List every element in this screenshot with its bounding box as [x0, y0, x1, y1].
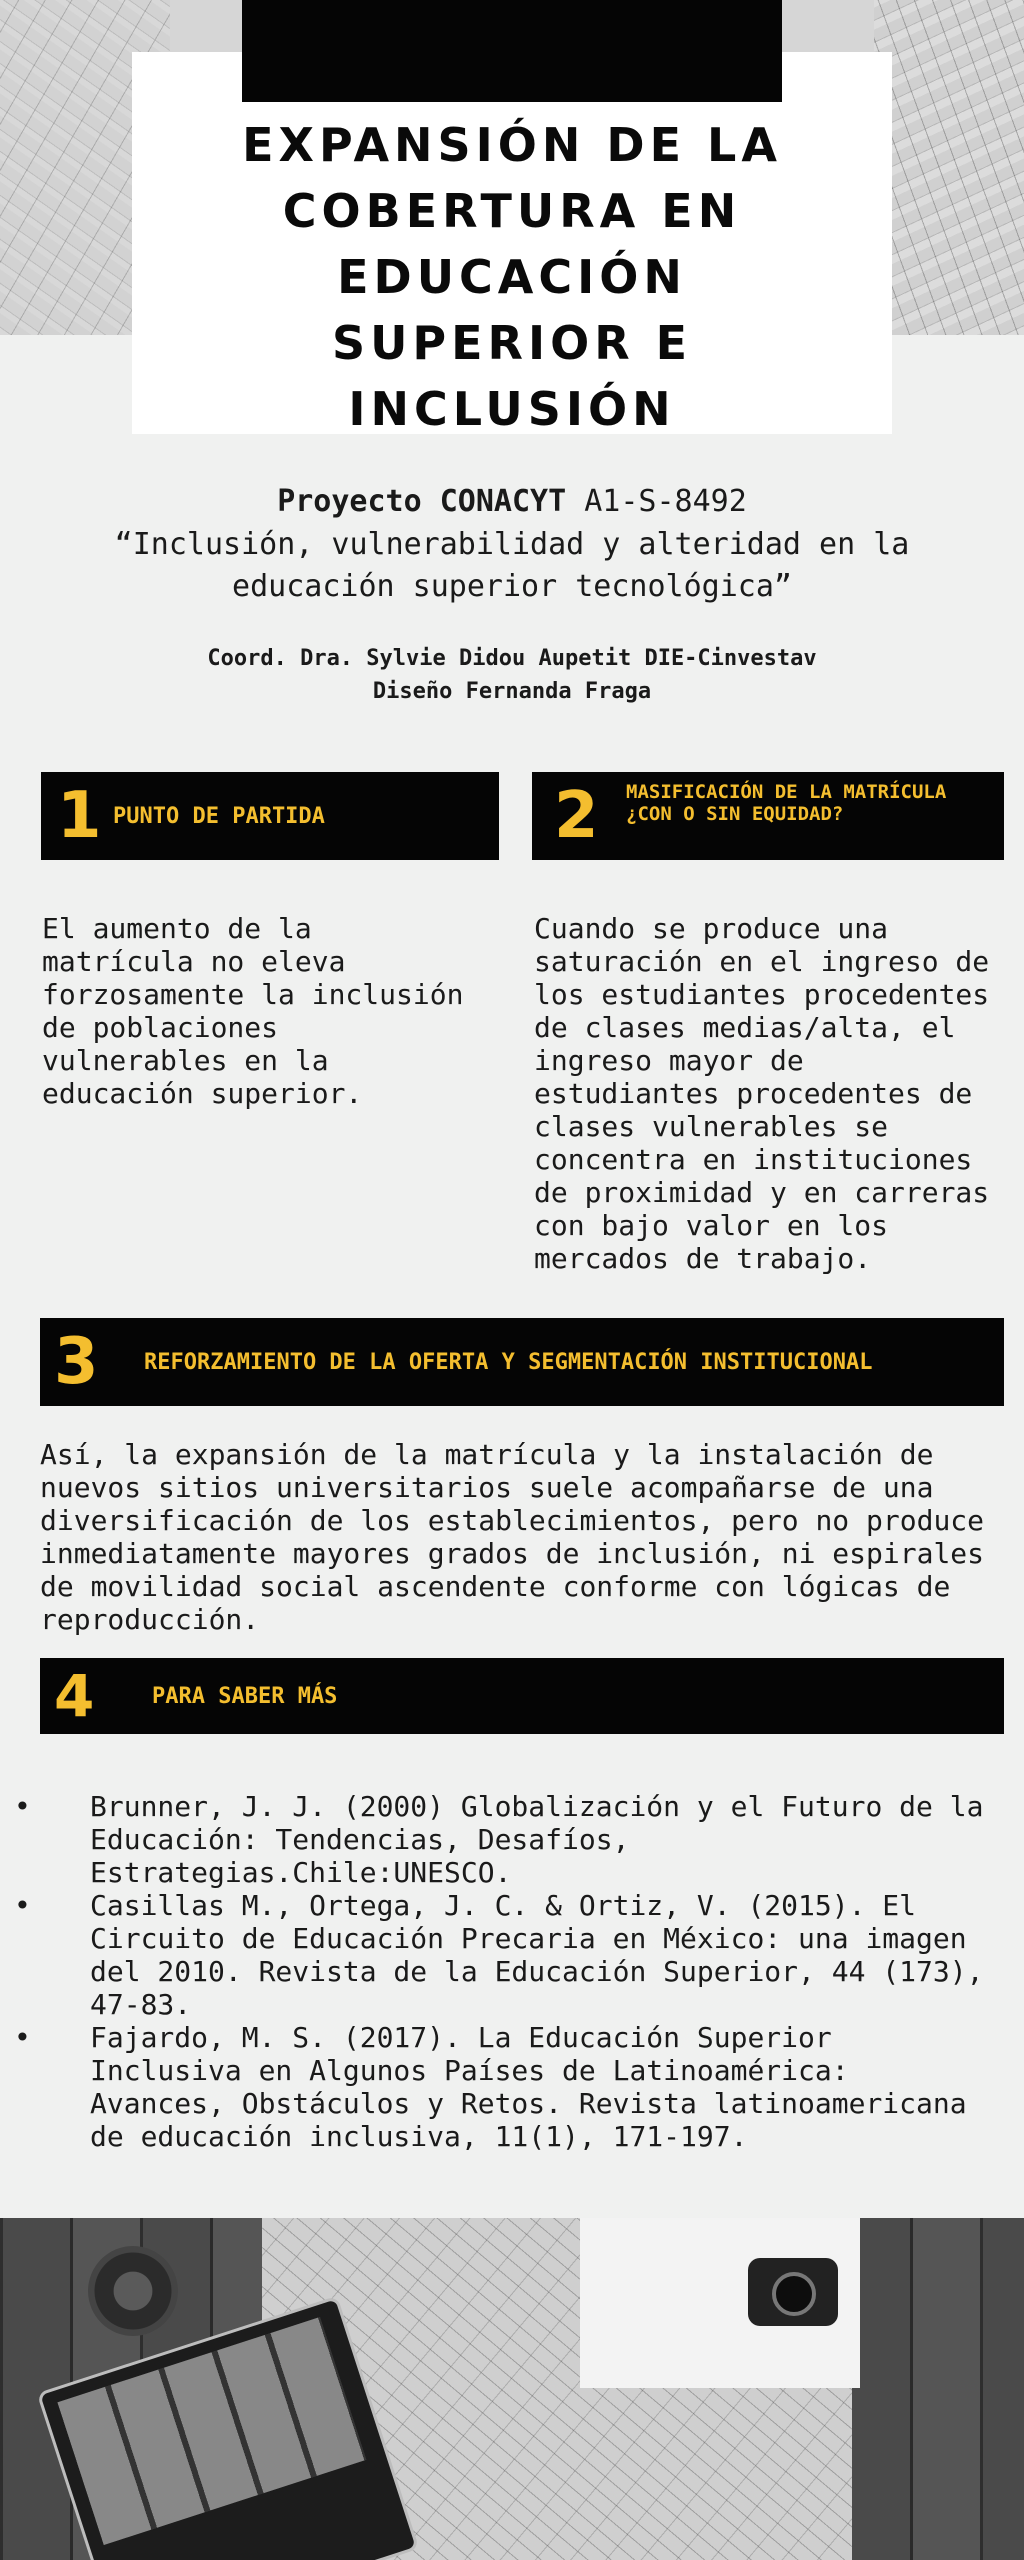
section-heading-line: ¿CON O SIN EQUIDAD? [626, 803, 844, 825]
bullet-icon: • [14, 1889, 31, 1922]
bullet-icon: • [14, 1790, 31, 1823]
map-right-photo [874, 0, 1024, 335]
section-number: 2 [554, 779, 599, 853]
reference-text: Fajardo, M. S. (2017). La Educación Superior Inclusiva en Algunos Países de Latinoamérica: Avances, Obstáculos y Retos. Revista latinoamericana de educación inclusiva, 11(1), 171-197. [90, 2021, 967, 2153]
camera-lens-icon [772, 2272, 816, 2316]
section-number: 3 [54, 1325, 99, 1399]
coordinator-credit: Coord. Dra. Sylvie Didou Aupetit DIE-Cinvestav [207, 646, 817, 671]
footer-desk-photo [0, 2218, 1024, 2560]
title-line: SUPERIOR E [331, 316, 693, 370]
title-line: COBERTURA EN [282, 184, 742, 238]
bullet-icon: • [14, 2021, 31, 2054]
credits [0, 642, 1024, 708]
section-1-body: El aumento de la matrícula no eleva forzosamente la inclusión de poblaciones vulnerables en la educación superior. [42, 912, 464, 1110]
camera-icon [748, 2258, 838, 2326]
reference-text: Casillas M., Ortega, J. C. & Ortiz, V. (2015). El Circuito de Educación Precaria en México: una imagen del 2010. Revista de la Educación Superior, 44 (173), 47-83. [90, 1889, 984, 2021]
reference-item [0, 1790, 1000, 1889]
section-2-body: Cuando se produce una saturación en el ingreso de los estudiantes procedentes de clases medias/alta, el ingreso mayor de estudiantes procedentes de clases vulnerables se concentra en instituciones de proximidad y en carreras con bajo valor en los mercados de trabajo. [534, 912, 990, 1275]
section-1-header [41, 772, 499, 860]
project-quote: “Inclusión, vulnerabilidad y alteridad en la educación superior tecnológica” [114, 527, 910, 604]
title-line: EXPANSIÓN DE LA [242, 118, 782, 172]
plant-icon [88, 2246, 178, 2336]
page-title [132, 112, 892, 442]
reference-item [0, 2021, 1000, 2153]
design-credit: Diseño Fernanda Fraga [372, 679, 652, 704]
section-4-header [40, 1658, 1004, 1734]
section-number: 4 [54, 1662, 95, 1730]
reference-list [0, 1790, 1000, 2153]
section-number: 1 [57, 779, 102, 853]
section-heading: PARA SABER MÁS [152, 1683, 338, 1709]
section-3-header [40, 1318, 1004, 1406]
project-line [0, 482, 1024, 522]
section-3-body: Así, la expansión de la matrícula y la instalación de nuevos sitios universitarios suele acompañarse de una diversificación de los establecimientos, pero no produce inmediatamente mayores grados de inclusión, ni espirales de movilidad social ascendente conforme con lógicas de reproducción. [40, 1438, 985, 1636]
reference-item [0, 1889, 1000, 2021]
section-heading: REFORZAMIENTO DE LA OFERTA Y SEGMENTACIÓN INSTITUCIONAL [144, 1349, 873, 1375]
project-name: Proyecto CONACYT [277, 484, 567, 519]
section-heading-line: MASIFICACIÓN DE LA MATRÍCULA [626, 781, 947, 803]
title-top-bar [242, 0, 782, 102]
section-2-header [532, 772, 1004, 860]
title-line: EDUCACIÓN [337, 250, 687, 304]
section-heading [626, 781, 946, 825]
section-heading: PUNTO DE PARTIDA [113, 803, 325, 829]
title-line: INCLUSIÓN [348, 382, 676, 436]
project-code: A1-S-8492 [584, 484, 747, 519]
reference-text: Brunner, J. J. (2000) Globalización y el Futuro de la Educación: Tendencias, Desafíos, Estrategias.Chile:UNESCO. [90, 1790, 984, 1889]
